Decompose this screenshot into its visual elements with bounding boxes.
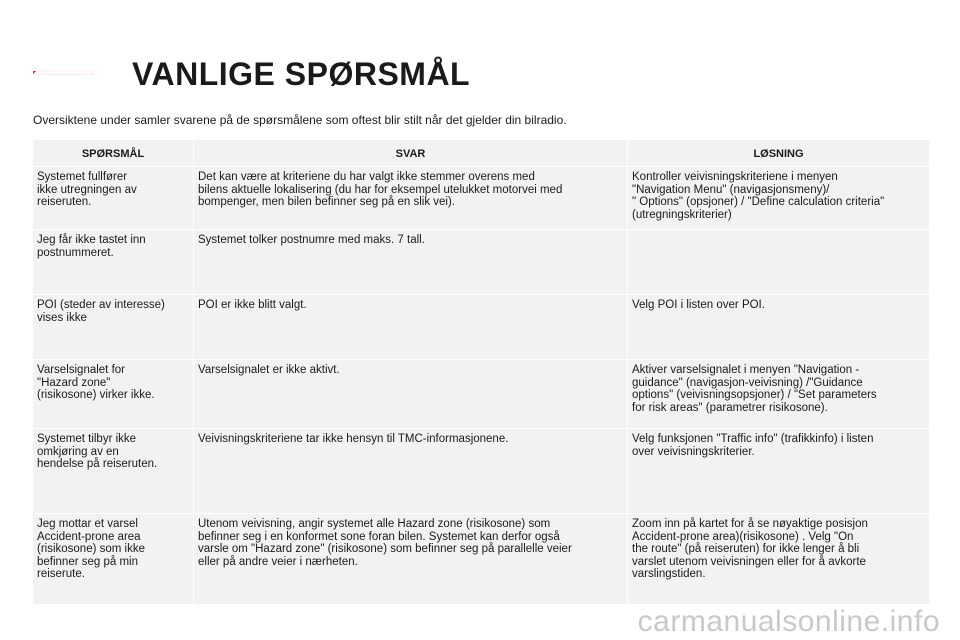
column-header-answer: SVAR	[193, 140, 627, 166]
table-row	[33, 360, 929, 428]
table-row	[33, 167, 929, 229]
header-red-triangle	[33, 71, 36, 74]
solution-cell: Velg funksjonen "Traffic info" (trafikkinfo) i listen over veivisningskriterier.	[627, 429, 929, 513]
watermark-text: carmanualsonline.info	[637, 605, 940, 638]
answer-cell: Det kan være at kriteriene du har valgt ikke stemmer overens med bilens aktuelle lokalisering (du har for eksempel utelukket motorvei med bompenger, men bilen befinner seg på en slik vei).	[193, 167, 627, 229]
table-header-row	[33, 140, 929, 166]
header-border	[33, 71, 93, 75]
answer-cell: POI er ikke blitt valgt.	[193, 295, 627, 359]
header-corner-decoration	[33, 45, 93, 101]
column-header-solution: LØSNING	[627, 140, 929, 166]
question-cell: Systemet fullfører ikke utregningen av reiseruten.	[37, 171, 137, 208]
answer-cell: Utenom veivisning, angir systemet alle Hazard zone (risikosone) som befinner seg i en konformet sone foran bilen. Systemet kan derfor også varsle om "Hazard zone" (risikosone) som befinner seg på parallelle veier eller på andre veier i nærheten.	[193, 514, 627, 604]
table-row	[33, 514, 929, 604]
solution-cell: Zoom inn på kartet for å se nøyaktige posisjon Accident-prone area)(risikosone) . Velg "On the route" (på reiseruten) for ikke lenger å bli varslet utenom veivisningen eller for å avkorte varslingstiden.	[627, 514, 929, 604]
answer-cell: Varselsignalet er ikke aktivt.	[193, 360, 627, 428]
answer-cell: Systemet tolker postnumre med maks. 7 tall.	[193, 230, 627, 294]
faq-table	[33, 140, 929, 604]
question-cell: Varselsignalet for "Hazard zone" (risikosone) virker ikke.	[37, 364, 155, 401]
question-cell: Systemet tilbyr ikke omkjøring av en hendelse på reiseruten.	[37, 433, 158, 470]
solution-cell	[627, 230, 929, 294]
solution-cell: Aktiver varselsignalet i menyen "Navigation - guidance" (navigasjon-veivisning) /"Guidance options" (veivisningsopsjoner) / "Set parameters for risk areas" (parametrer risikosone).	[627, 360, 929, 428]
table-row	[33, 230, 929, 294]
table-row	[33, 295, 929, 359]
solution-cell: Kontroller veivisningskriteriene i menyen "Navigation Menu" (navigasjonsmeny)/ " Options" (opsjoner) / "Define calculation criteria" (utregningskriterier)	[627, 167, 929, 229]
answer-cell: Veivisningskriteriene tar ikke hensyn til TMC-informasjonene.	[193, 429, 627, 513]
page-title: VANLIGE SPØRSMÅL	[132, 56, 471, 92]
question-cell: POI (steder av interesse) vises ikke	[37, 299, 165, 324]
table-row	[33, 429, 929, 513]
intro-text: Oversiktene under samler svarene på de spørsmålene som oftest blir stilt når det gjelder din bilradio.	[33, 113, 567, 127]
question-cell: Jeg får ikke tastet inn postnummeret.	[37, 234, 146, 259]
solution-cell: Velg POI i listen over POI.	[627, 295, 929, 359]
question-cell: Jeg mottar et varsel Accident-prone area (risikosone) som ikke befinner seg på min reiserute.	[37, 518, 145, 580]
column-header-question: SPØRSMÅL	[81, 148, 145, 160]
